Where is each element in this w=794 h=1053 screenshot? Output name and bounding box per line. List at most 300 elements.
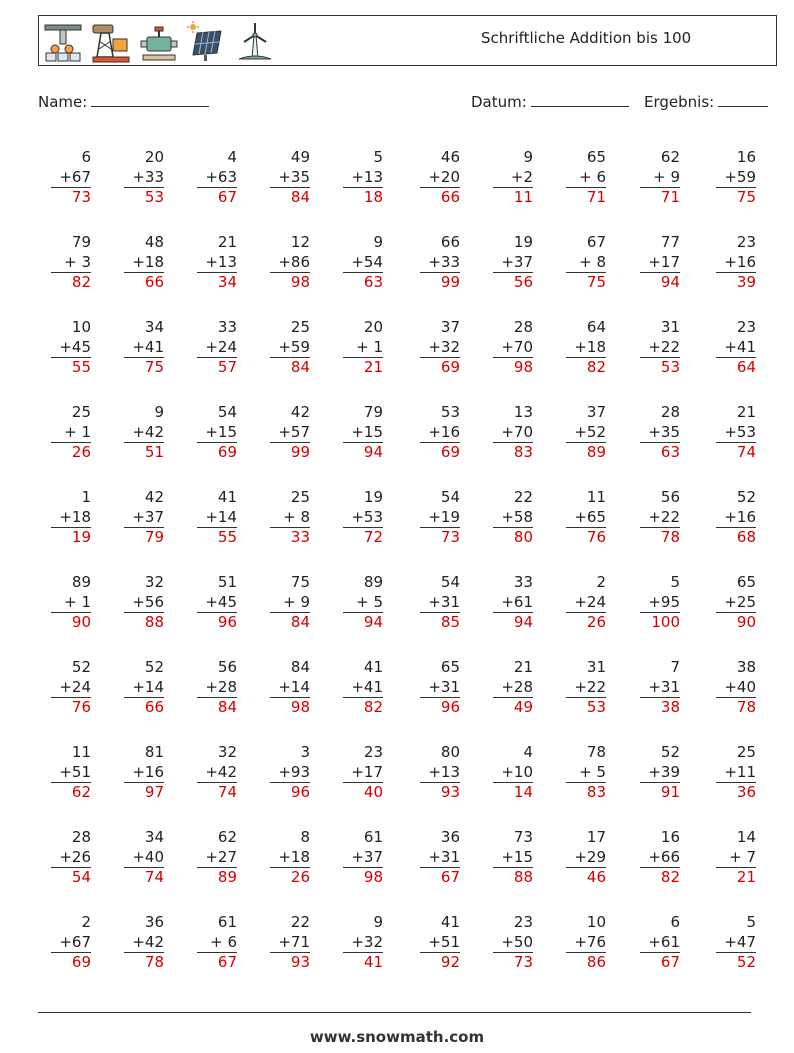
addition-problem bbox=[716, 743, 756, 802]
addend-bottom: +67 bbox=[59, 932, 91, 951]
addend-top: 4 bbox=[227, 148, 237, 166]
answer: 75 bbox=[124, 357, 164, 377]
answer: 74 bbox=[716, 442, 756, 462]
addend-bottom: + 1 bbox=[356, 337, 383, 356]
addend-top: 4 bbox=[523, 743, 533, 761]
addend-bottom: +13 bbox=[351, 167, 383, 186]
header-box bbox=[38, 15, 777, 66]
addend-top: 25 bbox=[290, 318, 310, 336]
addend-bottom: +70 bbox=[501, 337, 533, 356]
addend-bottom: +93 bbox=[278, 762, 310, 781]
answer: 36 bbox=[716, 782, 756, 802]
addend-bottom: +22 bbox=[648, 507, 680, 526]
answer: 100 bbox=[640, 612, 680, 632]
addend-bottom: +11 bbox=[724, 762, 756, 781]
addend-bottom: +76 bbox=[574, 932, 606, 951]
addend-top: 19 bbox=[513, 233, 533, 251]
addition-problem bbox=[566, 743, 606, 802]
addend-bottom: +86 bbox=[278, 252, 310, 271]
addition-problem bbox=[640, 573, 680, 632]
addend-top: 10 bbox=[586, 913, 606, 931]
addend-bottom: +14 bbox=[132, 677, 164, 696]
addition-problem bbox=[270, 658, 310, 717]
addition-problem bbox=[716, 488, 756, 547]
addend-top: 37 bbox=[440, 318, 460, 336]
addition-problem bbox=[493, 148, 533, 207]
addition-problem bbox=[343, 913, 383, 972]
addition-problem bbox=[124, 318, 164, 377]
addition-problem bbox=[640, 658, 680, 717]
addend-top: 20 bbox=[363, 318, 383, 336]
addend-top: 23 bbox=[736, 233, 756, 251]
worksheet-title: Schriftliche Addition bis 100 bbox=[481, 29, 692, 47]
addend-bottom: +54 bbox=[351, 252, 383, 271]
answer: 96 bbox=[420, 697, 460, 717]
addend-top: 25 bbox=[736, 743, 756, 761]
answer: 74 bbox=[124, 867, 164, 887]
addend-top: 33 bbox=[513, 573, 533, 591]
addition-problem bbox=[124, 573, 164, 632]
addition-problem bbox=[270, 148, 310, 207]
addend-top: 10 bbox=[71, 318, 91, 336]
answer: 75 bbox=[566, 272, 606, 292]
addend-top: 23 bbox=[363, 743, 383, 761]
addend-top: 16 bbox=[736, 148, 756, 166]
addition-problem bbox=[716, 573, 756, 632]
addition-problem bbox=[51, 658, 91, 717]
addend-top: 21 bbox=[736, 403, 756, 421]
addend-top: 5 bbox=[746, 913, 756, 931]
addend-top: 84 bbox=[290, 658, 310, 676]
answer: 78 bbox=[716, 697, 756, 717]
answer: 66 bbox=[124, 697, 164, 717]
addend-bottom: +32 bbox=[428, 337, 460, 356]
addend-bottom: + 8 bbox=[283, 507, 310, 526]
answer: 26 bbox=[270, 867, 310, 887]
addend-top: 65 bbox=[586, 148, 606, 166]
addition-problem bbox=[566, 233, 606, 292]
addend-top: 53 bbox=[440, 403, 460, 421]
answer: 73 bbox=[51, 187, 91, 207]
answer: 83 bbox=[566, 782, 606, 802]
addend-top: 31 bbox=[586, 658, 606, 676]
addition-problem bbox=[716, 403, 756, 462]
answer: 98 bbox=[343, 867, 383, 887]
addend-bottom: +16 bbox=[724, 507, 756, 526]
addend-bottom: +37 bbox=[351, 847, 383, 866]
addition-problem bbox=[640, 913, 680, 972]
addend-bottom: +53 bbox=[724, 422, 756, 441]
addition-problem bbox=[640, 488, 680, 547]
addend-bottom: +35 bbox=[278, 167, 310, 186]
addition-problem bbox=[493, 403, 533, 462]
answer: 89 bbox=[197, 867, 237, 887]
answer: 92 bbox=[420, 952, 460, 972]
addend-top: 11 bbox=[71, 743, 91, 761]
addend-top: 89 bbox=[363, 573, 383, 591]
addend-bottom: + 1 bbox=[64, 592, 91, 611]
addition-problem bbox=[343, 403, 383, 462]
datum-blank-line bbox=[531, 92, 629, 107]
addend-bottom: +65 bbox=[574, 507, 606, 526]
addition-problem bbox=[640, 318, 680, 377]
addend-bottom: +2 bbox=[510, 167, 533, 186]
answer: 67 bbox=[640, 952, 680, 972]
addition-problem bbox=[51, 318, 91, 377]
addend-bottom: +61 bbox=[648, 932, 680, 951]
addition-problem bbox=[51, 743, 91, 802]
addend-top: 66 bbox=[440, 233, 460, 251]
addend-top: 28 bbox=[660, 403, 680, 421]
datum-field bbox=[471, 92, 629, 111]
addend-bottom: +20 bbox=[428, 167, 460, 186]
answer: 64 bbox=[716, 357, 756, 377]
answer: 94 bbox=[640, 272, 680, 292]
addition-problem bbox=[420, 403, 460, 462]
addend-bottom: + 7 bbox=[729, 847, 756, 866]
addend-top: 6 bbox=[670, 913, 680, 931]
addend-bottom: +66 bbox=[648, 847, 680, 866]
addend-bottom: +35 bbox=[648, 422, 680, 441]
addend-top: 37 bbox=[586, 403, 606, 421]
addend-top: 3 bbox=[300, 743, 310, 761]
addition-problem bbox=[420, 233, 460, 292]
addend-bottom: +17 bbox=[648, 252, 680, 271]
answer: 26 bbox=[566, 612, 606, 632]
addition-problem bbox=[566, 658, 606, 717]
addend-top: 56 bbox=[217, 658, 237, 676]
answer: 91 bbox=[640, 782, 680, 802]
answer: 94 bbox=[343, 612, 383, 632]
addend-bottom: +15 bbox=[501, 847, 533, 866]
addend-bottom: +42 bbox=[132, 932, 164, 951]
answer: 78 bbox=[124, 952, 164, 972]
addend-bottom: +47 bbox=[724, 932, 756, 951]
addend-bottom: +10 bbox=[501, 762, 533, 781]
answer: 71 bbox=[566, 187, 606, 207]
addend-bottom: +31 bbox=[428, 847, 460, 866]
addend-top: 42 bbox=[144, 488, 164, 506]
addition-problem bbox=[420, 658, 460, 717]
header-icons bbox=[43, 19, 275, 63]
addition-problem bbox=[124, 233, 164, 292]
addition-problem bbox=[420, 913, 460, 972]
addition-problem bbox=[566, 828, 606, 887]
addend-top: 17 bbox=[586, 828, 606, 846]
addend-top: 9 bbox=[373, 913, 383, 931]
addition-problem bbox=[493, 573, 533, 632]
addend-top: 65 bbox=[440, 658, 460, 676]
addend-bottom: +14 bbox=[205, 507, 237, 526]
addend-bottom: +13 bbox=[428, 762, 460, 781]
addition-problem bbox=[51, 488, 91, 547]
addition-problem bbox=[493, 318, 533, 377]
addend-top: 9 bbox=[373, 233, 383, 251]
addend-bottom: +53 bbox=[351, 507, 383, 526]
addend-top: 56 bbox=[660, 488, 680, 506]
addition-problem bbox=[197, 403, 237, 462]
addition-problem bbox=[51, 233, 91, 292]
answer: 96 bbox=[270, 782, 310, 802]
addend-bottom: +28 bbox=[205, 677, 237, 696]
addition-problem bbox=[493, 743, 533, 802]
addend-bottom: +33 bbox=[428, 252, 460, 271]
answer: 98 bbox=[270, 272, 310, 292]
answer: 14 bbox=[493, 782, 533, 802]
addend-bottom: +22 bbox=[574, 677, 606, 696]
addend-bottom: +37 bbox=[501, 252, 533, 271]
addend-bottom: +67 bbox=[59, 167, 91, 186]
addend-top: 79 bbox=[71, 233, 91, 251]
addend-top: 41 bbox=[440, 913, 460, 931]
addition-problem bbox=[566, 488, 606, 547]
addend-bottom: + 6 bbox=[210, 932, 237, 951]
addition-problem bbox=[493, 488, 533, 547]
answer: 82 bbox=[640, 867, 680, 887]
addend-top: 54 bbox=[217, 403, 237, 421]
addend-bottom: +15 bbox=[351, 422, 383, 441]
addition-problem bbox=[640, 828, 680, 887]
answer: 51 bbox=[124, 442, 164, 462]
addition-problem bbox=[197, 913, 237, 972]
addend-top: 28 bbox=[71, 828, 91, 846]
addend-top: 28 bbox=[513, 318, 533, 336]
addend-top: 81 bbox=[144, 743, 164, 761]
answer: 76 bbox=[566, 527, 606, 547]
answer: 69 bbox=[420, 357, 460, 377]
addend-top: 33 bbox=[217, 318, 237, 336]
addend-top: 11 bbox=[586, 488, 606, 506]
addend-top: 31 bbox=[660, 318, 680, 336]
addend-bottom: +33 bbox=[132, 167, 164, 186]
addend-bottom: +37 bbox=[132, 507, 164, 526]
addend-bottom: + 5 bbox=[579, 762, 606, 781]
addition-problem bbox=[270, 318, 310, 377]
addend-top: 79 bbox=[363, 403, 383, 421]
answer: 99 bbox=[270, 442, 310, 462]
addition-problem bbox=[566, 913, 606, 972]
answer: 82 bbox=[343, 697, 383, 717]
answer: 84 bbox=[270, 187, 310, 207]
answer: 86 bbox=[566, 952, 606, 972]
addend-bottom: +52 bbox=[574, 422, 606, 441]
addition-problem bbox=[640, 233, 680, 292]
addition-problem bbox=[493, 658, 533, 717]
addend-top: 20 bbox=[144, 148, 164, 166]
addend-top: 8 bbox=[300, 828, 310, 846]
addend-bottom: +42 bbox=[205, 762, 237, 781]
addition-problem bbox=[197, 573, 237, 632]
answer: 93 bbox=[270, 952, 310, 972]
addition-problem bbox=[197, 658, 237, 717]
addend-top: 77 bbox=[660, 233, 680, 251]
addition-problem bbox=[566, 573, 606, 632]
addition-problem bbox=[197, 148, 237, 207]
addition-problem bbox=[493, 828, 533, 887]
answer: 54 bbox=[51, 867, 91, 887]
addend-bottom: +40 bbox=[132, 847, 164, 866]
addend-bottom: +22 bbox=[648, 337, 680, 356]
answer: 68 bbox=[716, 527, 756, 547]
addition-problem bbox=[640, 403, 680, 462]
answer: 96 bbox=[197, 612, 237, 632]
addend-bottom: + 8 bbox=[579, 252, 606, 271]
addend-bottom: +71 bbox=[278, 932, 310, 951]
addend-bottom: +41 bbox=[132, 337, 164, 356]
answer: 90 bbox=[51, 612, 91, 632]
addend-bottom: +18 bbox=[278, 847, 310, 866]
addend-top: 61 bbox=[217, 913, 237, 931]
addition-problem bbox=[420, 318, 460, 377]
answer: 53 bbox=[640, 357, 680, 377]
answer: 40 bbox=[343, 782, 383, 802]
addend-bottom: +56 bbox=[132, 592, 164, 611]
name-field bbox=[38, 92, 209, 111]
answer: 99 bbox=[420, 272, 460, 292]
answer: 69 bbox=[197, 442, 237, 462]
addend-top: 32 bbox=[217, 743, 237, 761]
addition-problem bbox=[270, 488, 310, 547]
addend-bottom: +59 bbox=[724, 167, 756, 186]
addend-bottom: +51 bbox=[59, 762, 91, 781]
addition-problem bbox=[51, 913, 91, 972]
ergebnis-label: Ergebnis: bbox=[644, 93, 715, 111]
addend-bottom: +45 bbox=[59, 337, 91, 356]
answer: 72 bbox=[343, 527, 383, 547]
answer: 93 bbox=[420, 782, 460, 802]
addend-bottom: +45 bbox=[205, 592, 237, 611]
addition-problem bbox=[124, 403, 164, 462]
addend-top: 61 bbox=[363, 828, 383, 846]
answer: 33 bbox=[270, 527, 310, 547]
addend-top: 67 bbox=[586, 233, 606, 251]
answer: 63 bbox=[343, 272, 383, 292]
addition-problem bbox=[343, 658, 383, 717]
addition-problem bbox=[343, 318, 383, 377]
addend-bottom: +18 bbox=[132, 252, 164, 271]
answer: 57 bbox=[197, 357, 237, 377]
addend-top: 41 bbox=[217, 488, 237, 506]
addend-top: 25 bbox=[290, 488, 310, 506]
answer: 66 bbox=[124, 272, 164, 292]
addend-bottom: +61 bbox=[501, 592, 533, 611]
answer: 84 bbox=[270, 612, 310, 632]
addend-top: 36 bbox=[440, 828, 460, 846]
answer: 83 bbox=[493, 442, 533, 462]
addend-bottom: +17 bbox=[351, 762, 383, 781]
addition-problem bbox=[493, 913, 533, 972]
answer: 84 bbox=[197, 697, 237, 717]
addition-problem bbox=[716, 233, 756, 292]
addition-problem bbox=[716, 148, 756, 207]
addend-bottom: +57 bbox=[278, 422, 310, 441]
addend-bottom: +31 bbox=[428, 677, 460, 696]
answer: 69 bbox=[51, 952, 91, 972]
addend-top: 2 bbox=[596, 573, 606, 591]
answer: 73 bbox=[493, 952, 533, 972]
addend-top: 12 bbox=[290, 233, 310, 251]
addend-bottom: +18 bbox=[59, 507, 91, 526]
addend-top: 6 bbox=[81, 148, 91, 166]
answer: 21 bbox=[343, 357, 383, 377]
addition-problem bbox=[197, 233, 237, 292]
addition-problem bbox=[270, 743, 310, 802]
addition-problem bbox=[420, 828, 460, 887]
addend-bottom: +13 bbox=[205, 252, 237, 271]
answer: 53 bbox=[124, 187, 164, 207]
addend-bottom: +15 bbox=[205, 422, 237, 441]
addend-top: 22 bbox=[513, 488, 533, 506]
answer: 26 bbox=[51, 442, 91, 462]
addend-top: 80 bbox=[440, 743, 460, 761]
addend-bottom: +24 bbox=[574, 592, 606, 611]
addend-top: 21 bbox=[217, 233, 237, 251]
answer: 97 bbox=[124, 782, 164, 802]
addend-top: 75 bbox=[290, 573, 310, 591]
answer: 98 bbox=[493, 357, 533, 377]
addend-bottom: + 9 bbox=[653, 167, 680, 186]
answer: 39 bbox=[716, 272, 756, 292]
addend-top: 54 bbox=[440, 573, 460, 591]
addend-top: 52 bbox=[71, 658, 91, 676]
addend-top: 52 bbox=[144, 658, 164, 676]
addition-problem bbox=[716, 913, 756, 972]
answer: 41 bbox=[343, 952, 383, 972]
addition-problem bbox=[343, 743, 383, 802]
addend-bottom: +41 bbox=[724, 337, 756, 356]
addend-bottom: +42 bbox=[132, 422, 164, 441]
addend-bottom: +70 bbox=[501, 422, 533, 441]
ergebnis-field bbox=[644, 92, 768, 111]
addition-problem bbox=[124, 913, 164, 972]
ergebnis-blank-line bbox=[718, 92, 768, 107]
addend-bottom: +31 bbox=[648, 677, 680, 696]
addend-top: 78 bbox=[586, 743, 606, 761]
addend-top: 41 bbox=[363, 658, 383, 676]
answer: 46 bbox=[566, 867, 606, 887]
addend-top: 23 bbox=[736, 318, 756, 336]
answer: 62 bbox=[51, 782, 91, 802]
addition-problem bbox=[420, 148, 460, 207]
addition-problem bbox=[270, 573, 310, 632]
addend-top: 46 bbox=[440, 148, 460, 166]
answer: 73 bbox=[420, 527, 460, 547]
answer: 63 bbox=[640, 442, 680, 462]
addend-bottom: +59 bbox=[278, 337, 310, 356]
answer: 55 bbox=[51, 357, 91, 377]
addend-top: 9 bbox=[154, 403, 164, 421]
addend-bottom: + 3 bbox=[64, 252, 91, 271]
addend-top: 23 bbox=[513, 913, 533, 931]
addend-bottom: +18 bbox=[574, 337, 606, 356]
addend-bottom: + 9 bbox=[283, 592, 310, 611]
addend-bottom: +28 bbox=[501, 677, 533, 696]
addend-bottom: +31 bbox=[428, 592, 460, 611]
addition-problem bbox=[124, 658, 164, 717]
addend-top: 7 bbox=[670, 658, 680, 676]
answer: 71 bbox=[640, 187, 680, 207]
pipeline-valve-icon bbox=[139, 21, 179, 63]
name-label: Name: bbox=[38, 93, 88, 111]
addend-top: 51 bbox=[217, 573, 237, 591]
answer: 67 bbox=[197, 187, 237, 207]
answer: 38 bbox=[640, 697, 680, 717]
addend-top: 42 bbox=[290, 403, 310, 421]
addend-bottom: +58 bbox=[501, 507, 533, 526]
addend-top: 52 bbox=[736, 488, 756, 506]
answer: 21 bbox=[716, 867, 756, 887]
addend-top: 2 bbox=[81, 913, 91, 931]
